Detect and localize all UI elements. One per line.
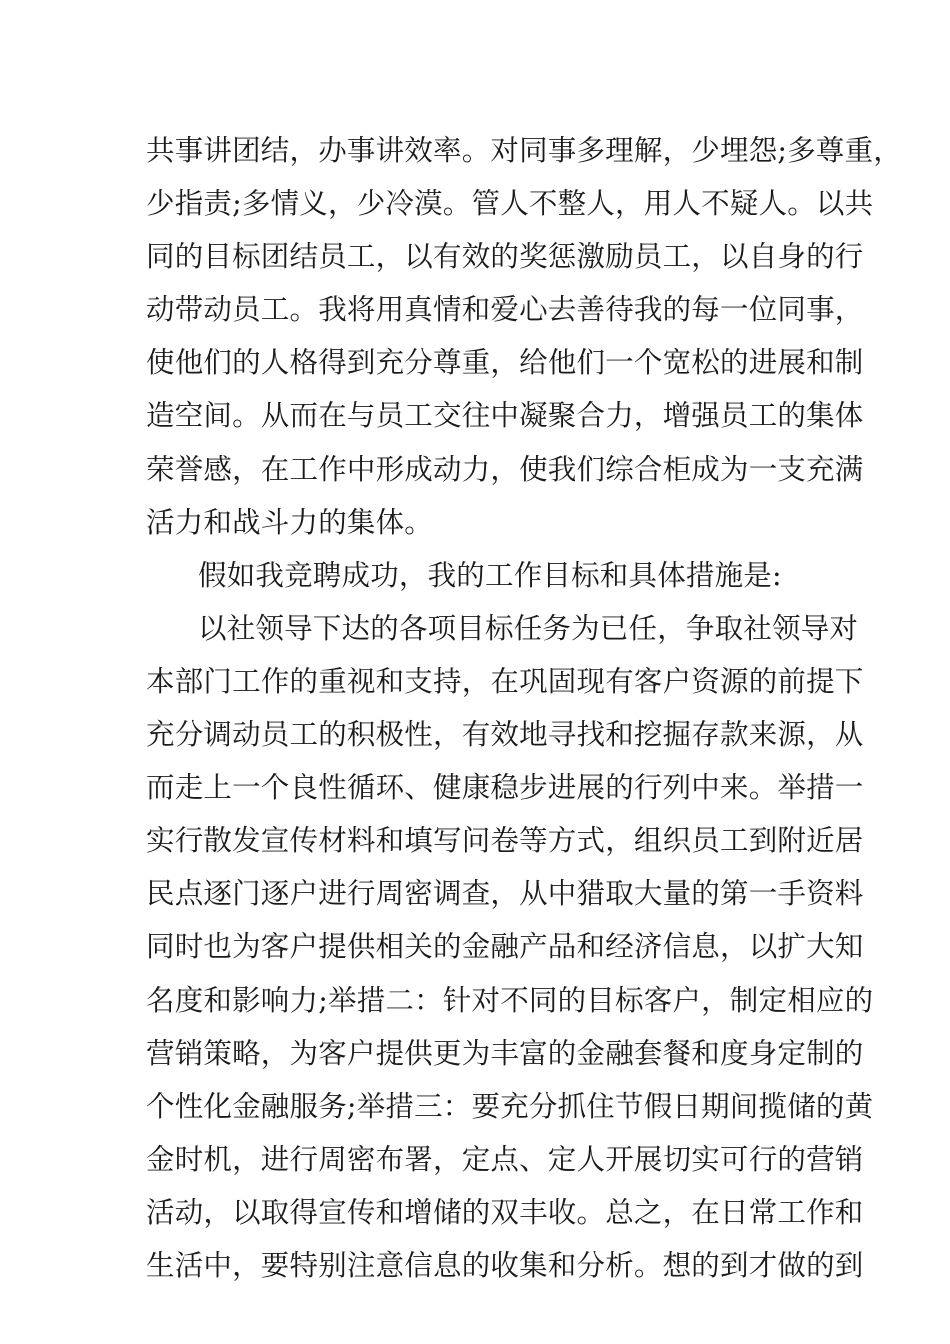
text-line: 充分调动员工的积极性，有效地寻找和挖掘存款来源，从 [146,718,864,752]
text-line: 少指责;多情义，少冷漠。管人不整人，用人不疑人。以共 [146,187,874,221]
text-line: 同时也为客户提供相关的金融产品和经济信息，以扩大知 [146,930,864,964]
text-line: 名度和影响力;举措二：针对不同的目标客户，制定相应的 [146,983,874,1017]
paragraph-first-line: 以社领导下达的各项目标任务为已任，争取社领导对 [198,611,859,645]
text-line: 生活中，要特别注意信息的收集和分析。想的到才做的到 [146,1248,864,1282]
text-line: 民点逐门逐户进行周密调查，从中猎取大量的第一手资料 [146,877,864,911]
text-line: 个性化金融服务;举措三：要充分抓住节假日期间揽储的黄 [146,1089,874,1123]
text-line: 造空间。从而在与员工交往中凝聚合力，增强员工的集体 [146,399,864,433]
text-line: 荣誉感，在工作中形成动力，使我们综合柜成为一支充满 [146,452,864,486]
text-line: 使他们的人格得到充分尊重，给他们一个宽松的进展和制 [146,346,864,380]
text-line: 活动，以取得宣传和增储的双丰收。总之，在日常工作和 [146,1195,864,1229]
body-text [146,124,903,1292]
text-line: 实行散发宣传材料和填写问卷等方式，组织员工到附近居 [146,824,864,858]
text-line: 活力和战斗力的集体。 [146,505,434,539]
paragraph-first-line: 假如我竞聘成功，我的工作目标和具体措施是: [198,558,782,592]
text-line: 金时机，进行周密布署，定点、定人开展切实可行的营销 [146,1142,864,1176]
text-line: 同的目标团结员工，以有效的奖惩激励员工，以自身的行 [146,240,864,274]
text-line: 本部门工作的重视和支持，在巩固现有客户资源的前提下 [146,664,864,698]
text-line: 共事讲团结，办事讲效率。对同事多理解，少埋怨;多尊重， [146,134,903,167]
text-line: 营销策略，为客户提供更为丰富的金融套餐和度身定制的 [146,1036,864,1070]
text-line: 而走上一个良性循环、健康稳步进展的行列中来。举措一 [146,771,864,805]
text-line: 动带动员工。我将用真情和爱心去善待我的每一位同事， [146,293,864,327]
